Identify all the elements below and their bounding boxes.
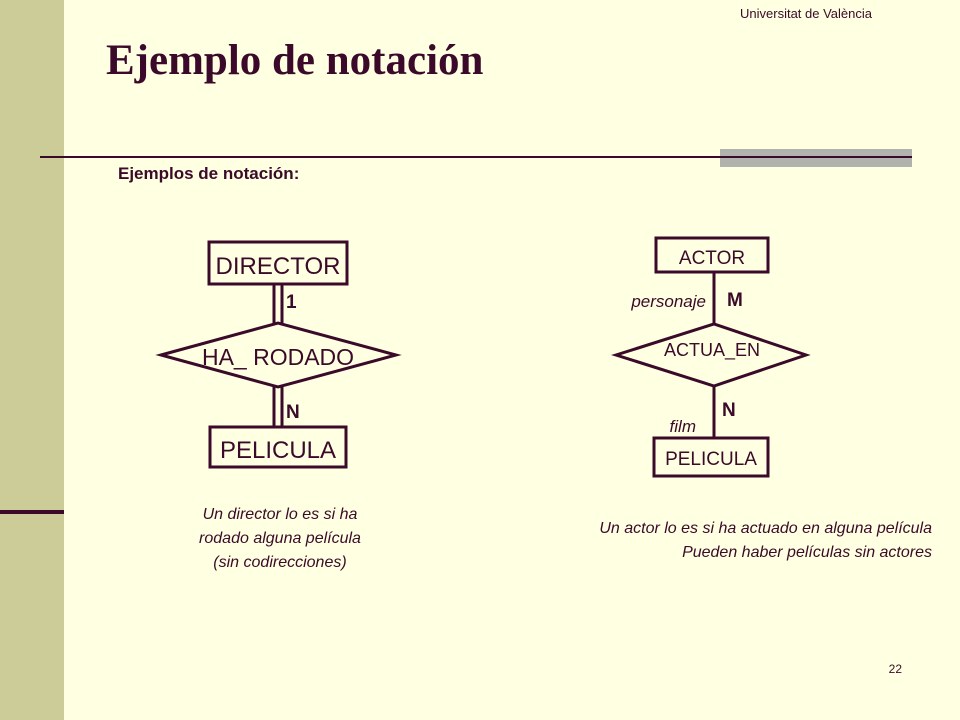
right-cardinality-bottom: N xyxy=(722,400,736,421)
right-caption-line: Pueden haber películas sin actores xyxy=(682,544,932,561)
right-er-diagram xyxy=(616,238,806,476)
right-caption xyxy=(470,517,932,565)
institution-name: Universitat de València xyxy=(740,6,872,21)
left-entity-pelicula-label: PELICULA xyxy=(219,437,337,464)
left-cardinality-top: 1 xyxy=(286,292,297,313)
right-entity-actor-label: ACTOR xyxy=(678,248,746,269)
left-caption xyxy=(160,503,400,575)
right-caption-line: Un actor lo es si ha actuado en alguna película xyxy=(599,520,932,537)
left-caption-line: (sin codirecciones) xyxy=(213,554,347,571)
section-subtitle: Ejemplos de notación: xyxy=(118,164,300,183)
right-cardinality-top: M xyxy=(727,290,743,311)
page-number: 22 xyxy=(888,662,902,676)
left-er-diagram xyxy=(161,242,396,467)
right-role-top: personaje xyxy=(631,292,706,311)
slide-title: Ejemplo de notación xyxy=(106,37,484,84)
right-entity-pelicula-label: PELICULA xyxy=(665,449,757,470)
left-entity-director-label: DIRECTOR xyxy=(215,253,341,280)
left-cardinality-bottom: N xyxy=(286,402,300,423)
right-relationship-label: ACTUA_EN xyxy=(663,340,761,360)
right-role-bottom: film xyxy=(669,417,696,436)
left-caption-line: Un director lo es si ha xyxy=(202,506,358,523)
left-relationship-label: HA_ RODADO xyxy=(201,344,355,370)
left-caption-line: rodado alguna película xyxy=(199,530,361,547)
